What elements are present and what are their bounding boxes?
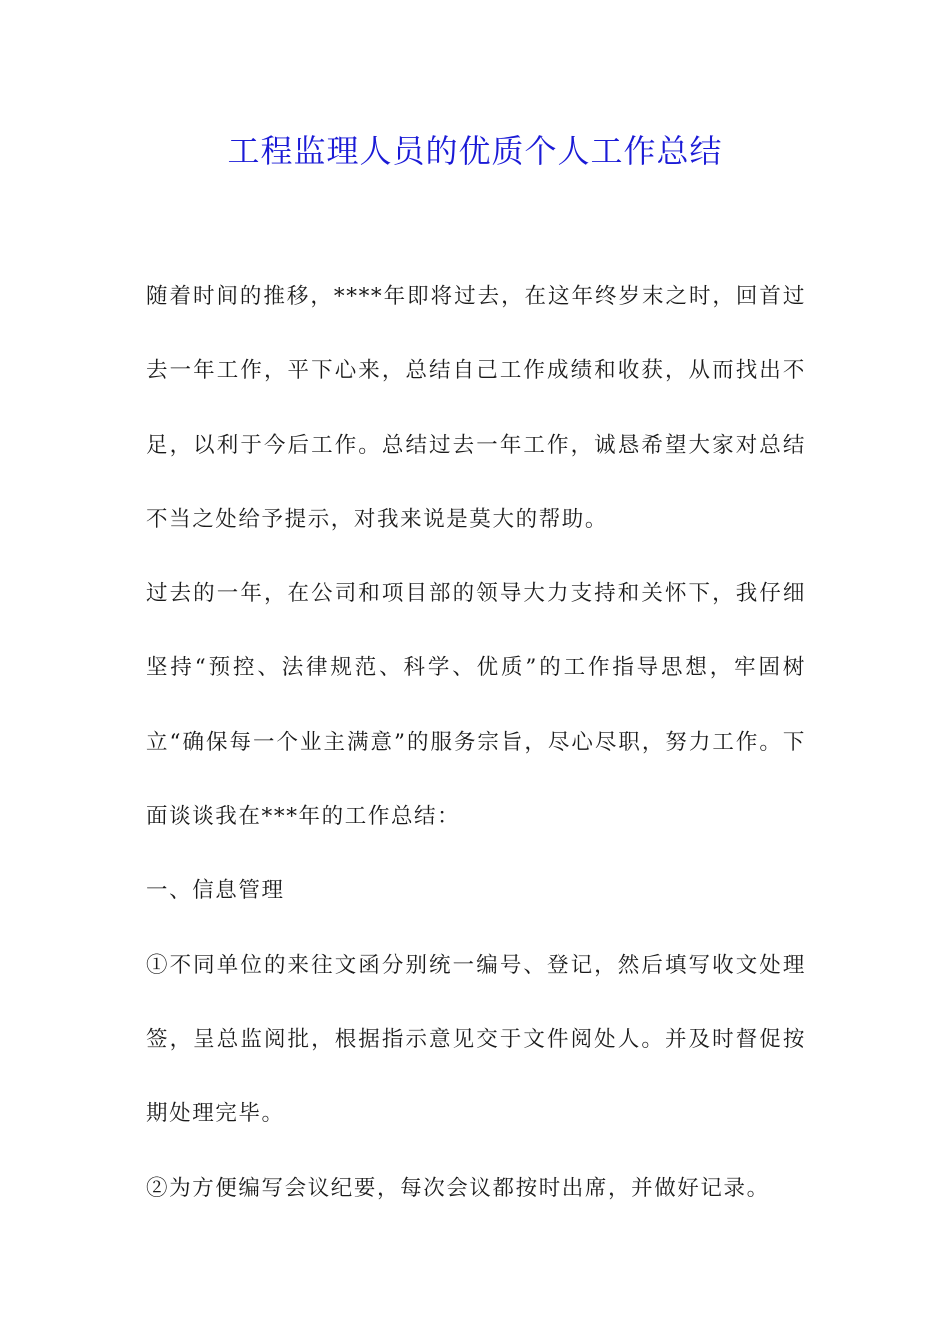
document-body <box>146 260 806 1226</box>
paragraph-item-2: ②为方便编写会议纪要，每次会议都按时出席，并做好记录。 <box>146 1175 770 1201</box>
paragraph-guiding-thought: 过去的一年，在公司和项目部的领导大力支持和关怀下，我仔细坚持“预控、法律规范、科学、优质”的工作指导思想，牢固树立“确保每一个业主满意”的服务宗旨，尽心尽职，努力工作。下面谈谈我在***年的工作总结： <box>146 581 806 830</box>
section-heading-information-management: 一、信息管理 <box>146 878 285 904</box>
paragraph-item-1: ①不同单位的来往文函分别统一编号、登记，然后填写收文处理签，呈总监阅批，根据指示意见交于文件阅处人。并及时督促按期处理完毕。 <box>146 952 806 1127</box>
paragraph-intro: 随着时间的推移，****年即将过去，在这年终岁末之时，回首过去一年工作，平下心来，总结自己工作成绩和收获，从而找出不足，以利于今后工作。总结过去一年工作，诚恳希望大家对总结不当之处给予提示，对我来说是莫大的帮助。 <box>146 284 806 532</box>
document-title: 工程监理人员的优质个人工作总结 <box>227 132 723 170</box>
